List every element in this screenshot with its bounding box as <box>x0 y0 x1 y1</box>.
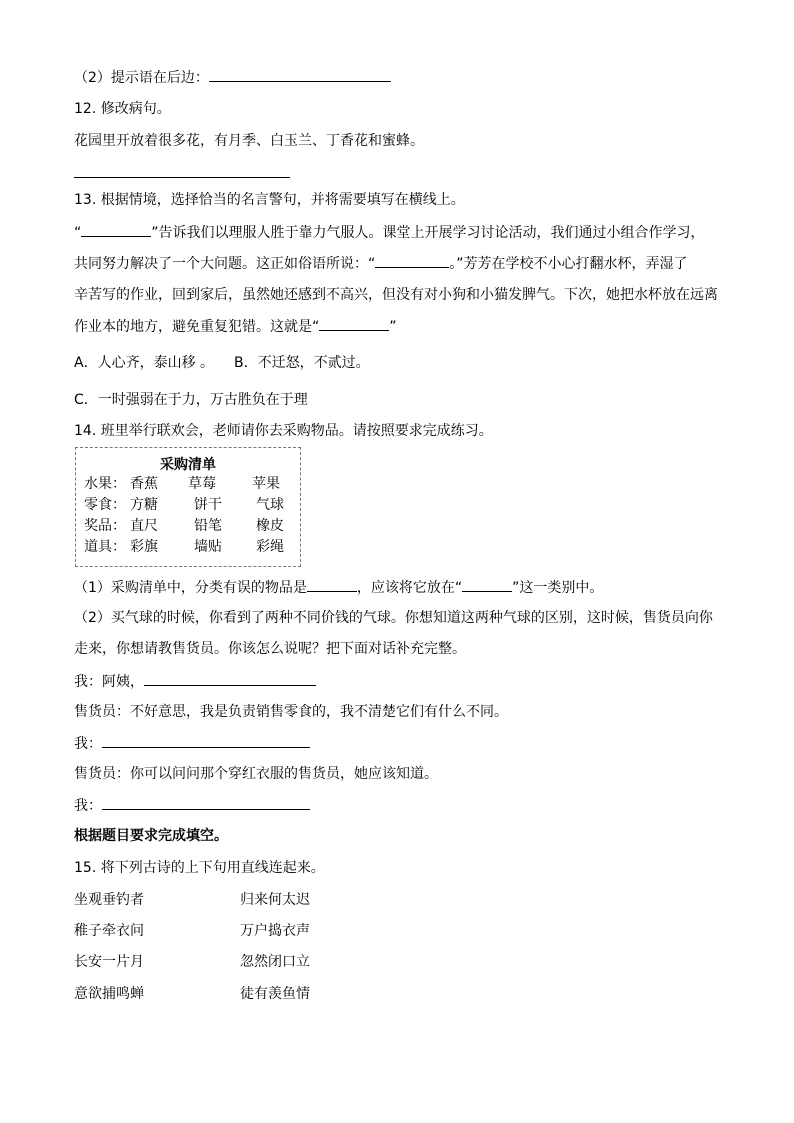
item: 香蕉 <box>130 476 158 492</box>
row-category: 水果： <box>84 476 126 492</box>
q13-text-2a: 共同努力解决了一个大问题。这正如俗语所说：“ <box>74 256 376 272</box>
q13-blank-1[interactable] <box>81 222 151 237</box>
item: 彩绳 <box>256 539 284 555</box>
dialog-line-me-2 <box>74 733 310 754</box>
poem-left-line[interactable]: 意欲捕鸣蝉 <box>74 986 144 1002</box>
poem-left-line[interactable]: 坐观垂钓者 <box>74 892 144 908</box>
q13-quote-open: “ <box>74 225 82 241</box>
row-category: 道具： <box>84 539 126 555</box>
poem-right-line[interactable]: 万户捣衣声 <box>240 923 310 939</box>
item: 铅笔 <box>194 518 222 534</box>
q12-answer-line[interactable] <box>74 177 290 178</box>
q14-sub1-text-b: ，应该将它放在“ <box>356 580 463 596</box>
q14-sub1-text-c: ”这一类别中。 <box>512 580 604 596</box>
shopping-list-title: 采购清单 <box>160 457 216 473</box>
dialog-line-me-1 <box>74 671 316 692</box>
q12-title: 12. 修改病句。 <box>74 101 171 117</box>
q15-title: 15. 将下列古诗的上下句用直线连起来。 <box>74 860 325 876</box>
item: 气球 <box>256 497 284 513</box>
q13-para-line1 <box>74 222 705 243</box>
dialog-blank-3[interactable] <box>102 795 310 810</box>
q14-sub2-line2: 走来，你想请教售货员。你该怎么说呢？把下面对话补充完整。 <box>74 641 466 657</box>
q13-text-4b: ” <box>389 319 397 335</box>
q11-sub2-line <box>74 67 391 88</box>
q13-blank-3[interactable] <box>319 316 389 331</box>
poem-left-line[interactable]: 长安一片月 <box>74 954 144 970</box>
q13-blank-2[interactable] <box>375 253 449 268</box>
q13-para-line2 <box>74 253 688 274</box>
item: 墙贴 <box>194 539 222 555</box>
item: 饼干 <box>194 497 222 513</box>
dialog-line-clerk-2: 售货员：你可以问问那个穿红衣服的售货员，她应该知道。 <box>74 766 438 782</box>
item: 苹果 <box>252 476 280 492</box>
item: 方糖 <box>130 497 158 513</box>
item: 橡皮 <box>256 518 284 534</box>
q11-sub2-label: （2）提示语在后边： <box>74 70 209 86</box>
q14-sub1-text-a: （1）采购清单中，分类有误的物品是 <box>74 580 307 596</box>
q14-sub1 <box>74 577 603 598</box>
dialog-text: 我：阿姨， <box>74 674 144 690</box>
dialog-blank-2[interactable] <box>102 733 310 748</box>
q13-option-c[interactable]: C．一时强弱在于力，万古胜负在于理 <box>74 392 308 408</box>
q13-para-line3: 辛苦写的作业，回到家后，虽然她还感到不高兴，但没有对小狗和小猫发脾气。下次，她把水杯放在远离 <box>74 287 718 303</box>
q14-blank-item[interactable] <box>307 577 357 592</box>
poem-right-line[interactable]: 徒有羡鱼情 <box>240 986 310 1002</box>
q13-title: 13. 根据情境，选择恰当的名言警句，并将需要填写在横线上。 <box>74 192 465 208</box>
q13-option-a[interactable]: A．人心齐，泰山移 。 <box>74 355 215 371</box>
dialog-blank-1[interactable] <box>144 671 316 686</box>
poem-right-line[interactable]: 归来何太迟 <box>240 892 310 908</box>
q14-title: 14. 班里举行联欢会，老师请你去采购物品。请按照要求完成练习。 <box>74 423 493 439</box>
q14-blank-category[interactable] <box>462 577 512 592</box>
q13-text-2b: 。”芳芳在学校不小心打翻水杯，弄湿了 <box>449 256 688 272</box>
section-heading: 根据题目要求完成填空。 <box>74 828 228 844</box>
q11-sub2-blank[interactable] <box>209 67 391 82</box>
dialog-line-me-3 <box>74 795 310 816</box>
poem-right-line[interactable]: 忽然闭口立 <box>240 954 310 970</box>
shopping-list-table <box>75 447 301 567</box>
q13-option-b[interactable]: B．不迁怒，不贰过。 <box>234 355 370 371</box>
item: 彩旗 <box>130 539 158 555</box>
row-category: 零食： <box>84 497 126 513</box>
dialog-line-clerk-1: 售货员：不好意思，我是负责销售零食的，我不清楚它们有什么不同。 <box>74 704 508 720</box>
row-category: 奖品： <box>84 518 126 534</box>
q14-sub2-line1: （2）买气球的时候，你看到了两种不同价钱的气球。你想知道这两种气球的区别，这时候，售货员向你 <box>74 610 713 626</box>
q13-text-1: ”告诉我们以理服人胜于靠力气服人。课堂上开展学习讨论活动，我们通过小组合作学习， <box>151 225 705 241</box>
item: 直尺 <box>130 518 158 534</box>
item: 草莓 <box>188 476 216 492</box>
dialog-text: 我： <box>74 798 102 814</box>
dialog-text: 我： <box>74 736 102 752</box>
q13-text-4a: 作业本的地方，避免重复犯错。这就是“ <box>74 319 320 335</box>
poem-left-line[interactable]: 稚子牵衣问 <box>74 923 144 939</box>
q13-options-ab <box>74 353 370 373</box>
q13-para-line4 <box>74 316 397 337</box>
q12-sentence: 花园里开放着很多花，有月季、白玉兰、丁香花和蜜蜂。 <box>74 133 424 149</box>
